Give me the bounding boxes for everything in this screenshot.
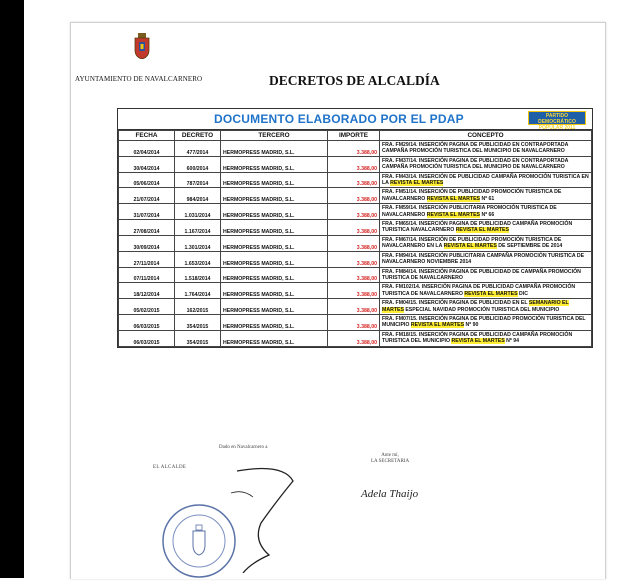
concepto-cell xyxy=(380,299,592,315)
dado-en-label: Dado en Navalcarnero a xyxy=(219,445,268,450)
table-row xyxy=(119,251,592,267)
decretos-table xyxy=(118,130,592,347)
pdap-logo-badge: PARTIDO DEMOCRÁTICO POPULAR 2011 xyxy=(528,111,586,125)
tercero-cell: HERMOPRESS MADRID, S.L. xyxy=(221,251,328,267)
importe-cell: 3.388,00 xyxy=(328,188,380,204)
secretaria-signature-text: Adela Thaijo xyxy=(361,488,419,500)
fecha-cell: 06/03/2015 xyxy=(119,314,175,330)
table-row xyxy=(119,220,592,236)
concepto-cell xyxy=(380,330,592,346)
decreto-cell: 1.031/2014 xyxy=(175,204,221,220)
secretaria-signature-icon xyxy=(357,475,445,511)
ayuntamiento-label: AYUNTAMIENTO DE NAVALCARNERO xyxy=(75,75,203,83)
tercero-cell: HERMOPRESS MADRID, S.L. xyxy=(221,314,328,330)
importe-cell: 3.388,00 xyxy=(328,283,380,299)
highlighted-text: REVISTA EL MARTES xyxy=(390,180,444,187)
table-row xyxy=(119,330,592,346)
highlighted-text: REVISTA EL MARTES xyxy=(410,322,465,329)
table-row xyxy=(119,235,592,251)
concepto-text: FRA. FM67/14. INSERCIÓN DE PUBLICIDAD PROMOCIÓN TURISTICA DE NAVALCARNERO EN LA xyxy=(382,236,562,250)
tercero-cell: HERMOPRESS MADRID, S.L. xyxy=(221,172,328,188)
tercero-cell: HERMOPRESS MADRID, S.L. xyxy=(221,156,328,172)
tercero-cell: HERMOPRESS MADRID, S.L. xyxy=(221,283,328,299)
importe-cell: 3.388,00 xyxy=(328,251,380,267)
tercero-cell: HERMOPRESS MADRID, S.L. xyxy=(221,299,328,315)
concepto-cell xyxy=(380,251,592,267)
concepto-cell xyxy=(380,267,592,283)
table-body xyxy=(119,141,592,347)
concepto-text: Nº 94 xyxy=(504,338,519,345)
coat-of-arms-icon xyxy=(133,33,151,59)
decreto-cell: 1.653/2014 xyxy=(175,251,221,267)
highlighted-text: REVISTA EL MARTES xyxy=(464,290,518,297)
decreto-cell: 1.301/2014 xyxy=(175,235,221,251)
tercero-cell: HERMOPRESS MADRID, S.L. xyxy=(221,267,328,283)
fecha-cell: 31/07/2014 xyxy=(119,204,175,220)
importe-cell: 3.388,00 xyxy=(328,141,380,157)
table-row xyxy=(119,314,592,330)
document-title: DOCUMENTO ELABORADO POR EL PDAP xyxy=(214,112,464,126)
concepto-text: FRA. FM29/14. INSERCIÓN PAGINA DE PUBLICIDAD EN CONTRAPORTADA CAMPAÑA PROMOCIÓN TURISTICA DEL MUNICIPIO DE NAVALCARNERO xyxy=(382,142,569,155)
secretaria-label: LA SECRETARIA xyxy=(371,459,410,464)
concepto-cell xyxy=(380,220,592,236)
concepto-text: FRA. FM43/14. INSERCIÓN DE PUBLICIDAD CAMPAÑA PROMOCIÓN TURISTICA EN LA xyxy=(382,173,589,187)
signature-area xyxy=(131,443,591,579)
importe-cell: 3.388,00 xyxy=(328,156,380,172)
table-row xyxy=(119,172,592,188)
importe-cell: 3.388,00 xyxy=(328,204,380,220)
column-header-fecha: FECHA xyxy=(119,131,175,141)
concepto-cell xyxy=(380,141,592,157)
fecha-cell: 05/06/2014 xyxy=(119,172,175,188)
table-row xyxy=(119,204,592,220)
table-header-row xyxy=(119,131,592,141)
concepto-text: FRA. FM18/15. INSERCIÓN PAGINA DE PUBLICIDAD CAMPAÑA PROMOCIÓN TURISTICA DEL MUNICIPIO xyxy=(382,331,573,345)
decreto-cell: 1.518/2014 xyxy=(175,267,221,283)
fecha-cell: 30/04/2014 xyxy=(119,156,175,172)
highlighted-text: REVISTA EL MARTES xyxy=(455,227,509,234)
alcalde-label: EL ALCALDE xyxy=(153,465,187,470)
concepto-text: FRA. FM04/15. INSERCIÓN PAGINA DE PUBLICIDAD EN EL xyxy=(382,300,529,307)
highlighted-text: REVISTA EL MARTES xyxy=(443,243,497,250)
concepto-text: FRA. FM102/14. INSERCIÓN PAGINA DE PUBLICIDAD CAMPAÑA PROMOCIÓN TURISTICA DE NAVALCARNERO xyxy=(382,284,576,297)
ante-mi-block xyxy=(371,453,409,465)
importe-cell: 3.388,00 xyxy=(328,235,380,251)
table-row xyxy=(119,188,592,204)
pdap-document xyxy=(117,108,593,348)
highlighted-text: REVISTA EL MARTES xyxy=(451,338,505,345)
left-black-margin xyxy=(0,0,24,578)
concepto-cell xyxy=(380,156,592,172)
concepto-text: Nº 66 xyxy=(480,211,495,218)
importe-cell: 3.388,00 xyxy=(328,299,380,315)
concepto-text: FRA. FM59/14. INSERCIÓN PUBLICITARIA PROMOCIÓN TURISTICA DE NAVALCARNERO xyxy=(382,205,557,218)
fecha-cell: 07/11/2014 xyxy=(119,267,175,283)
table-row xyxy=(119,299,592,315)
tercero-cell: HERMOPRESS MADRID, S.L. xyxy=(221,188,328,204)
concepto-text: Nº 61 xyxy=(480,195,495,202)
column-header-decreto: DECRETO xyxy=(175,131,221,141)
concepto-cell xyxy=(380,172,592,188)
concepto-text: Nº 90 xyxy=(464,322,479,329)
column-header-importe: IMPORTE xyxy=(328,131,380,141)
importe-cell: 3.388,00 xyxy=(328,267,380,283)
fecha-cell: 18/12/2014 xyxy=(119,283,175,299)
concepto-text: FRA. FM94/14. INSERCIÓN PUBLICITARIA CAMPAÑA PROMOCIÓN TURISTICA DE NAVALCARNERO NOVIEMBRE 2014 xyxy=(382,252,585,266)
decreto-cell: 1.167/2014 xyxy=(175,220,221,236)
table-row xyxy=(119,156,592,172)
fecha-cell: 02/04/2014 xyxy=(119,141,175,157)
decreto-cell: 600/2014 xyxy=(175,156,221,172)
fecha-cell: 06/03/2015 xyxy=(119,330,175,346)
concepto-text: FRA. FM51/14. INSERCIÓN DE PUBLICIDAD PROMOCIÓN TURISTICA DE NAVALCARNERO xyxy=(382,189,562,202)
importe-cell: 3.388,00 xyxy=(328,314,380,330)
decreto-cell: 787/2014 xyxy=(175,172,221,188)
document-page xyxy=(70,22,606,579)
tercero-cell: HERMOPRESS MADRID, S.L. xyxy=(221,330,328,346)
highlighted-text: REVISTA EL MARTES xyxy=(426,195,480,202)
table-row xyxy=(119,283,592,299)
official-seal-icon xyxy=(159,501,239,581)
tercero-cell: HERMOPRESS MADRID, S.L. xyxy=(221,220,328,236)
concepto-cell xyxy=(380,314,592,330)
ante-mi-label: Ante mí, xyxy=(381,453,399,458)
importe-cell: 3.388,00 xyxy=(328,172,380,188)
highlighted-text: REVISTA EL MARTES xyxy=(426,211,480,218)
concepto-cell xyxy=(380,204,592,220)
concepto-text: DE SEPTIEMBRE DE 2014 xyxy=(496,243,563,250)
concepto-text: FRA. FM65/14. INSERCIÓN PAGINA DE PUBLICIDAD CAMPAÑA PROMOCIÓN TURISTICA NAVALCARNERO xyxy=(382,221,573,234)
decreto-cell: 354/2015 xyxy=(175,330,221,346)
fecha-cell: 27/11/2014 xyxy=(119,251,175,267)
importe-cell: 3.388,00 xyxy=(328,220,380,236)
decreto-cell: 1.764/2014 xyxy=(175,283,221,299)
document-header xyxy=(118,109,592,130)
concepto-text: DIC xyxy=(517,290,528,297)
highlighted-text: SEMANARIO EL MARTES xyxy=(382,300,569,313)
tercero-cell: HERMOPRESS MADRID, S.L. xyxy=(221,204,328,220)
column-header-tercero: TERCERO xyxy=(221,131,328,141)
tercero-cell: HERMOPRESS MADRID, S.L. xyxy=(221,141,328,157)
fecha-cell: 05/02/2015 xyxy=(119,299,175,315)
decreto-cell: 162/2015 xyxy=(175,299,221,315)
table-row xyxy=(119,267,592,283)
page-title: DECRETOS DE ALCALDÍA xyxy=(269,73,440,88)
concepto-text: FRA. FM37/14. INSERCIÓN PAGINA DE PUBLICIDAD EN CONTRAPORTADA CAMPAÑA PROMOCIÓN TURISTICA DEL MUNICIPIO DE NAVALCARNERO xyxy=(382,157,569,171)
fecha-cell: 30/09/2014 xyxy=(119,235,175,251)
tercero-cell: HERMOPRESS MADRID, S.L. xyxy=(221,235,328,251)
concepto-text: FRA. FM07/15. INSERCIÓN PAGINA DE PUBLICIDAD PROMOCIÓN TURISTICA DEL MUNICIPIO xyxy=(382,315,586,329)
fecha-cell: 21/07/2014 xyxy=(119,188,175,204)
concepto-text: FRA. FM84/14. INSERCIÓN PAGINA DE PUBLICIDAD DE CAMPAÑA PROMOCIÓN TURISTICA DE NAVALCARNERO xyxy=(382,268,581,281)
table-row xyxy=(119,141,592,157)
decreto-cell: 984/2014 xyxy=(175,188,221,204)
importe-cell: 3.388,00 xyxy=(328,330,380,346)
decreto-cell: 354/2015 xyxy=(175,314,221,330)
concepto-cell xyxy=(380,188,592,204)
concepto-cell xyxy=(380,235,592,251)
concepto-cell xyxy=(380,283,592,299)
fecha-cell: 27/08/2014 xyxy=(119,220,175,236)
decreto-cell: 477/2014 xyxy=(175,141,221,157)
column-header-concepto: CONCEPTO xyxy=(380,131,592,141)
concepto-text: ESPECIAL NAVIDAD PROMOCIÓN TURISTICA DEL MUNICIPIO xyxy=(403,306,560,313)
